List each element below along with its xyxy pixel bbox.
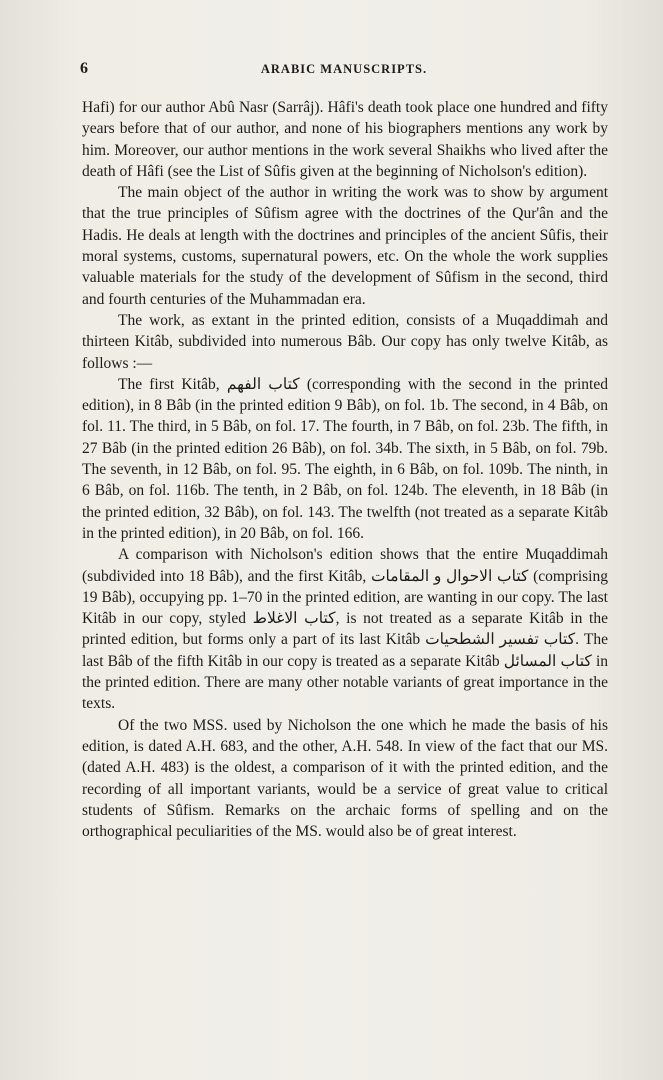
paragraph: The work, as extant in the printed edition, consists of a Muqaddimah and thirteen Kitâb, subdivided into numerous Bâb. Our copy has only twelve Kitâb, as follows :— — [82, 311, 608, 372]
running-head: ARABIC MANUSCRIPTS. — [260, 62, 428, 76]
page-header — [80, 60, 608, 82]
paragraph: Hafi) for our author Abû Nasr (Sarrâj). Hâfi's death took place one hundred and fifty years before that of our author, and none of his biographers mentions any work by him. Moreover, our author mentions in the work several Shaikhs who lived after the death of Hâfi (see the List of Sûfis given at the beginning of Nicholson's edition). — [82, 99, 608, 180]
paragraph: Of the two MSS. used by Nicholson the one which he made the basis of his edition, is dated A.H. 683, and the other, A.H. 548. In view of the fact that our MS. (dated A.H. 483) is the oldest, a comparison of it with the printed edition, and the recording of all important variants, would be a service of great value to critical students of Sûfism. Remarks on the archaic forms of spelling and on the orthographical peculiarities of the MS. would also be of great interest. — [82, 716, 608, 841]
body-text — [82, 97, 608, 842]
paragraph: A comparison with Nicholson's edition shows that the entire Muqaddimah (subdivided into 18 Bâb), and the first Kitâb, كتاب الاحوال و المقامات (comprising 19 Bâb), occupying pp. 1–70 in the printed edition, are wanting in our copy. The last Kitâb in our copy, styled كتاب الاغلاط, is not treated as a separate Kitâb in the printed edition, but forms only a part of its last Kitâb كتاب تفسير الشطحيات. The last Bâb of the fifth Kitâb in our copy is treated as a separate Kitâb كتاب المسائل in the printed edition. There are many other notable variants of great importance in the texts. — [82, 546, 608, 713]
paragraph: The main object of the author in writing the work was to show by argument that the true principles of Sûfism agree with the doctrines of the Qur'ân and the Hadis. He deals at length with the doctrines and principles of the ancient Sûfis, their moral systems, customs, supernatural powers, etc. On the whole the work supplies valuable materials for the study of the development of Sûfism in the second, third and fourth centuries of the Muhammadan era. — [82, 184, 608, 308]
page-number: 6 — [80, 60, 88, 77]
paragraph: The first Kitâb, كتاب الفهم (corresponding with the second in the printed edition), in 8 Bâb (in the printed edition 9 Bâb), on fol. 1b. The second, in 4 Bâb, on fol. 11. The third, in 5 Bâb, on fol. 17. The fourth, in 7 Bâb, on fol. 23b. The fifth, in 27 Bâb (in the printed edition 26 Bâb), on fol. 34b. The sixth, in 5 Bâb, on fol. 79b. The seventh, in 12 Bâb, on fol. 95. The eighth, in 6 Bâb, on fol. 109b. The ninth, in 6 Bâb, on fol. 116b. The tenth, in 2 Bâb, on fol. 124b. The eleventh, in 18 Bâb (in the printed edition, 32 Bâb), on fol. 143. The twelfth (not treated as a separate Kitâb in the printed edition), in 20 Bâb, on fol. 166. — [82, 375, 608, 542]
